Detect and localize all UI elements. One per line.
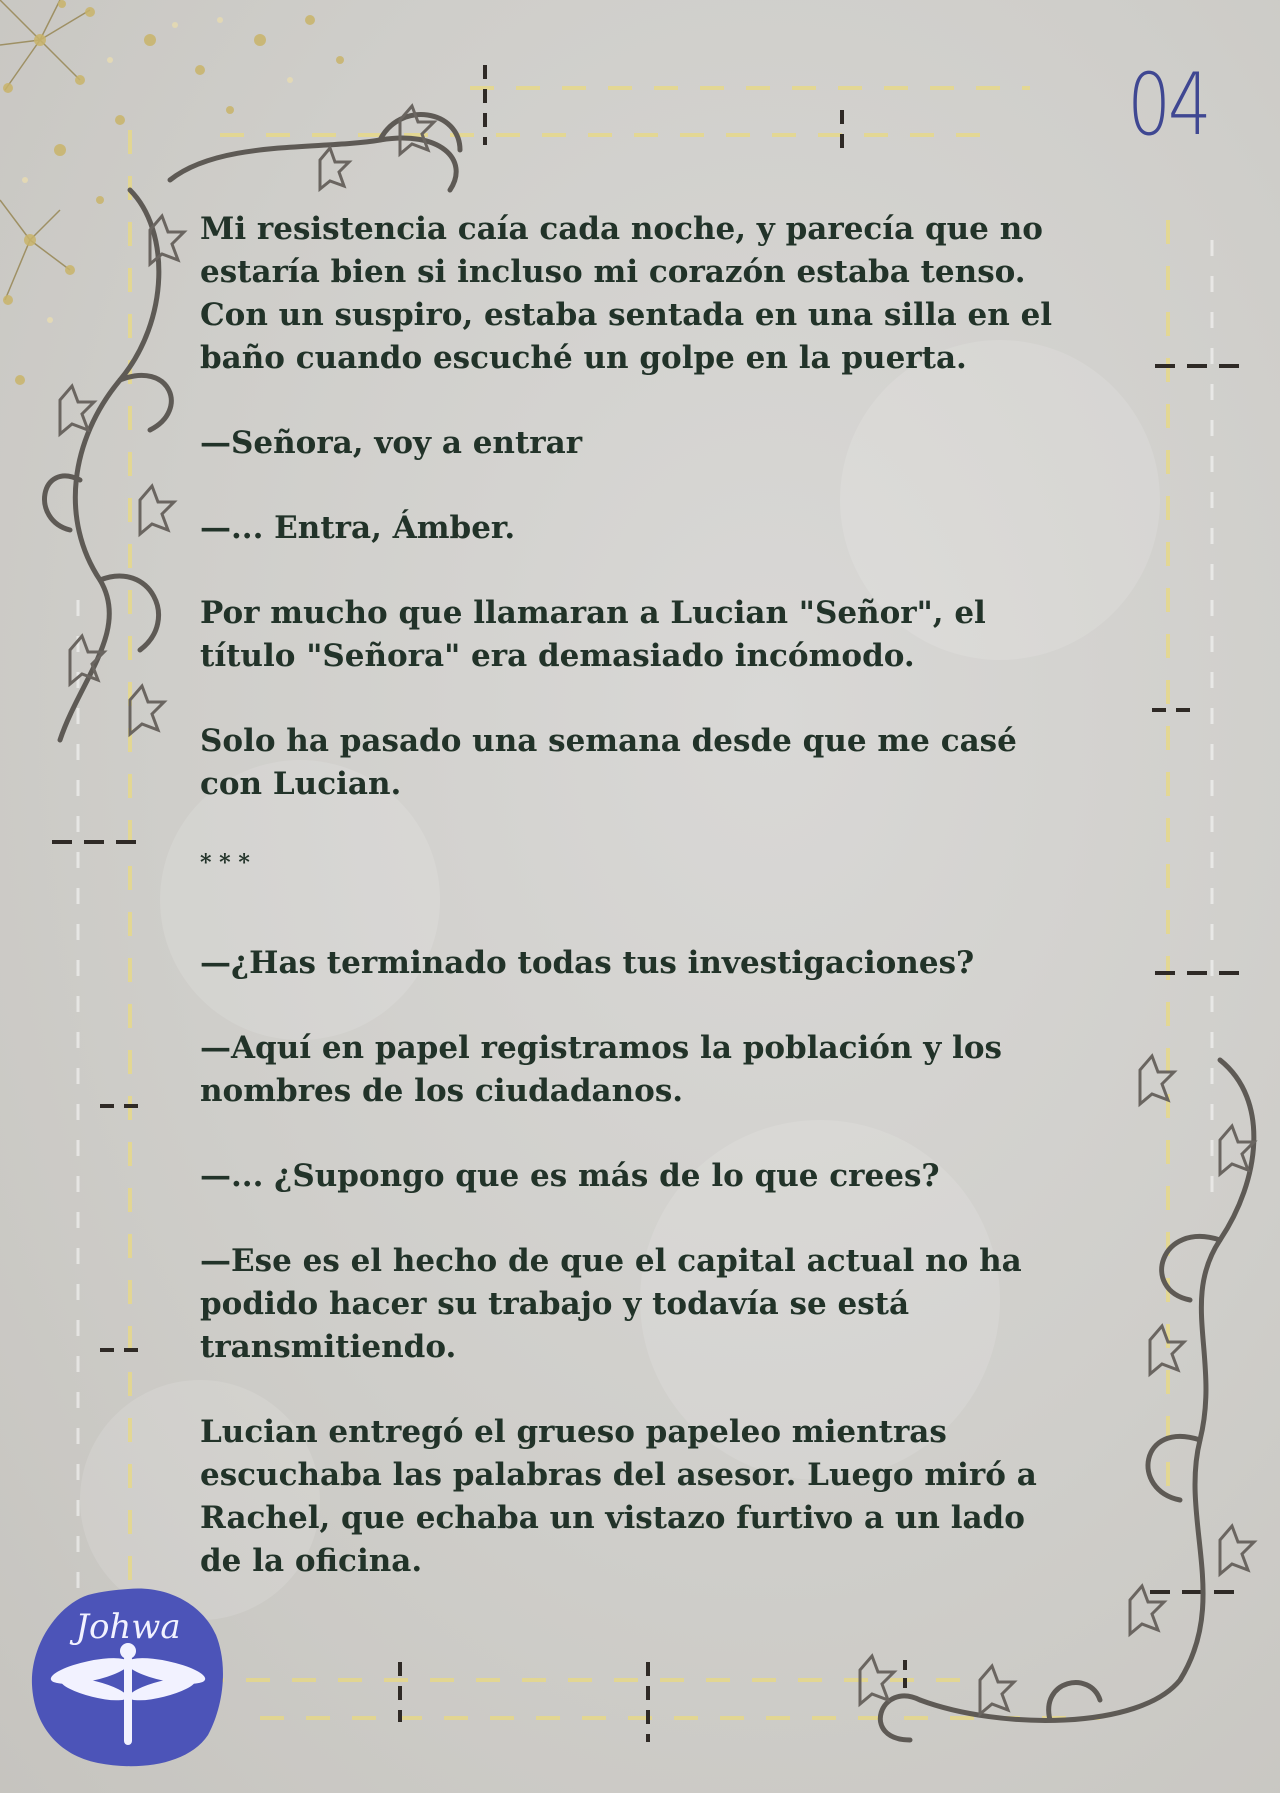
paragraph: Solo ha pasado una semana desde que me casé con Lucian.: [200, 723, 1017, 802]
scene-separator: * * *: [200, 850, 250, 876]
body-text: [200, 208, 1070, 1625]
page-number: 04: [1126, 55, 1208, 155]
paragraph: —... ¿Supongo que es más de lo que crees?: [200, 1158, 940, 1194]
paragraph: —Ese es el hecho de que el capital actual no ha podido hacer su trabajo y todavía se está transmitiendo.: [200, 1243, 1022, 1365]
paragraph: —... Entra, Ámber.: [200, 510, 516, 546]
paragraph: —Aquí en papel registramos la población y los nombres de los ciudadanos.: [200, 1030, 1002, 1109]
johwa-logo: [28, 1585, 228, 1770]
paragraph: Mi resistencia caía cada noche, y parecía que no estaría bien si incluso mi corazón estaba tenso. Con un suspiro, estaba sentada en una silla en el baño cuando escuché un golpe en la puerta.: [200, 211, 1053, 376]
paragraph: —Señora, voy a entrar: [200, 425, 583, 461]
paragraph: —¿Has terminado todas tus investigaciones?: [200, 945, 975, 981]
paragraph: Lucian entregó el grueso papeleo mientras escuchaba las palabras del asesor. Luego miró a Rachel, que echaba un vistazo furtivo a un lado de la oficina.: [200, 1414, 1037, 1579]
paragraph: Por mucho que llamaran a Lucian "Señor", el título "Señora" era demasiado incómodo.: [200, 595, 986, 674]
logo-text: Johwa: [75, 1607, 181, 1647]
